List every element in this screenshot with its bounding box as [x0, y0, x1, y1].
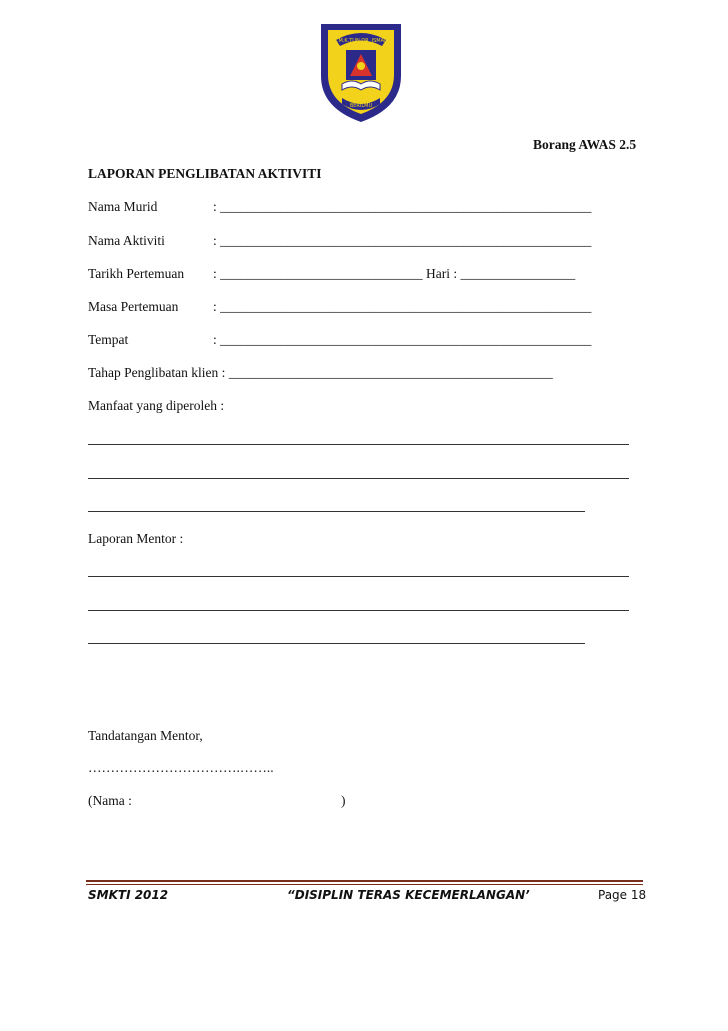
manfaat-line-1[interactable]	[88, 444, 629, 445]
footer-rule-thin	[86, 884, 643, 885]
tempat-field[interactable]: : _______________________________________________________	[213, 332, 592, 347]
tarikh-label: Tarikh Pertemuan	[88, 266, 185, 281]
masa-field[interactable]: : _______________________________________________________	[213, 299, 592, 314]
footer-motto: “DISIPLIN TERAS KECEMERLANGAN’	[287, 888, 530, 902]
nama-aktiviti-field[interactable]: : _______________________________________________________	[213, 233, 592, 248]
form-code: Borang AWAS 2.5	[533, 137, 637, 152]
logo-bottom-text: BERILMU	[349, 103, 373, 109]
laporan-line-2[interactable]	[88, 610, 629, 611]
manfaat-line-3[interactable]	[88, 511, 585, 512]
logo-top-text: S.M.K.TUN DR. ISMAIL	[333, 38, 389, 44]
footer-page-number: Page 18	[598, 888, 647, 902]
nama-murid-label: Nama Murid	[88, 199, 158, 214]
laporan-line-1[interactable]	[88, 576, 629, 577]
footer-rule-thick	[86, 880, 643, 882]
footer-left-text: SMKTI 2012	[88, 888, 169, 902]
masa-label: Masa Pertemuan	[88, 299, 179, 314]
nama-murid-field[interactable]: : _______________________________________________________	[213, 199, 592, 214]
tarikh-hari-field[interactable]: : ______________________________ Hari : _________________	[213, 266, 576, 281]
signature-dotted-line[interactable]: …………………………….……..	[88, 760, 274, 775]
tempat-label: Tempat	[88, 332, 129, 347]
manfaat-label: Manfaat yang diperoleh :	[88, 398, 225, 413]
laporan-mentor-label: Laporan Mentor :	[88, 531, 184, 546]
manfaat-line-2[interactable]	[88, 478, 629, 479]
nama-aktiviti-label: Nama Aktiviti	[88, 233, 165, 248]
nama-close-paren: )	[341, 793, 346, 808]
tahap-penglibatan-field[interactable]: Tahap Penglibatan klien : ________________________________________________	[88, 365, 553, 380]
school-crest-logo	[316, 18, 406, 126]
form-title: LAPORAN PENGLIBATAN AKTIVITI	[88, 166, 322, 181]
laporan-line-3[interactable]	[88, 643, 585, 644]
nama-open-label: (Nama :	[88, 793, 132, 808]
tandatangan-label: Tandatangan Mentor,	[88, 728, 203, 743]
